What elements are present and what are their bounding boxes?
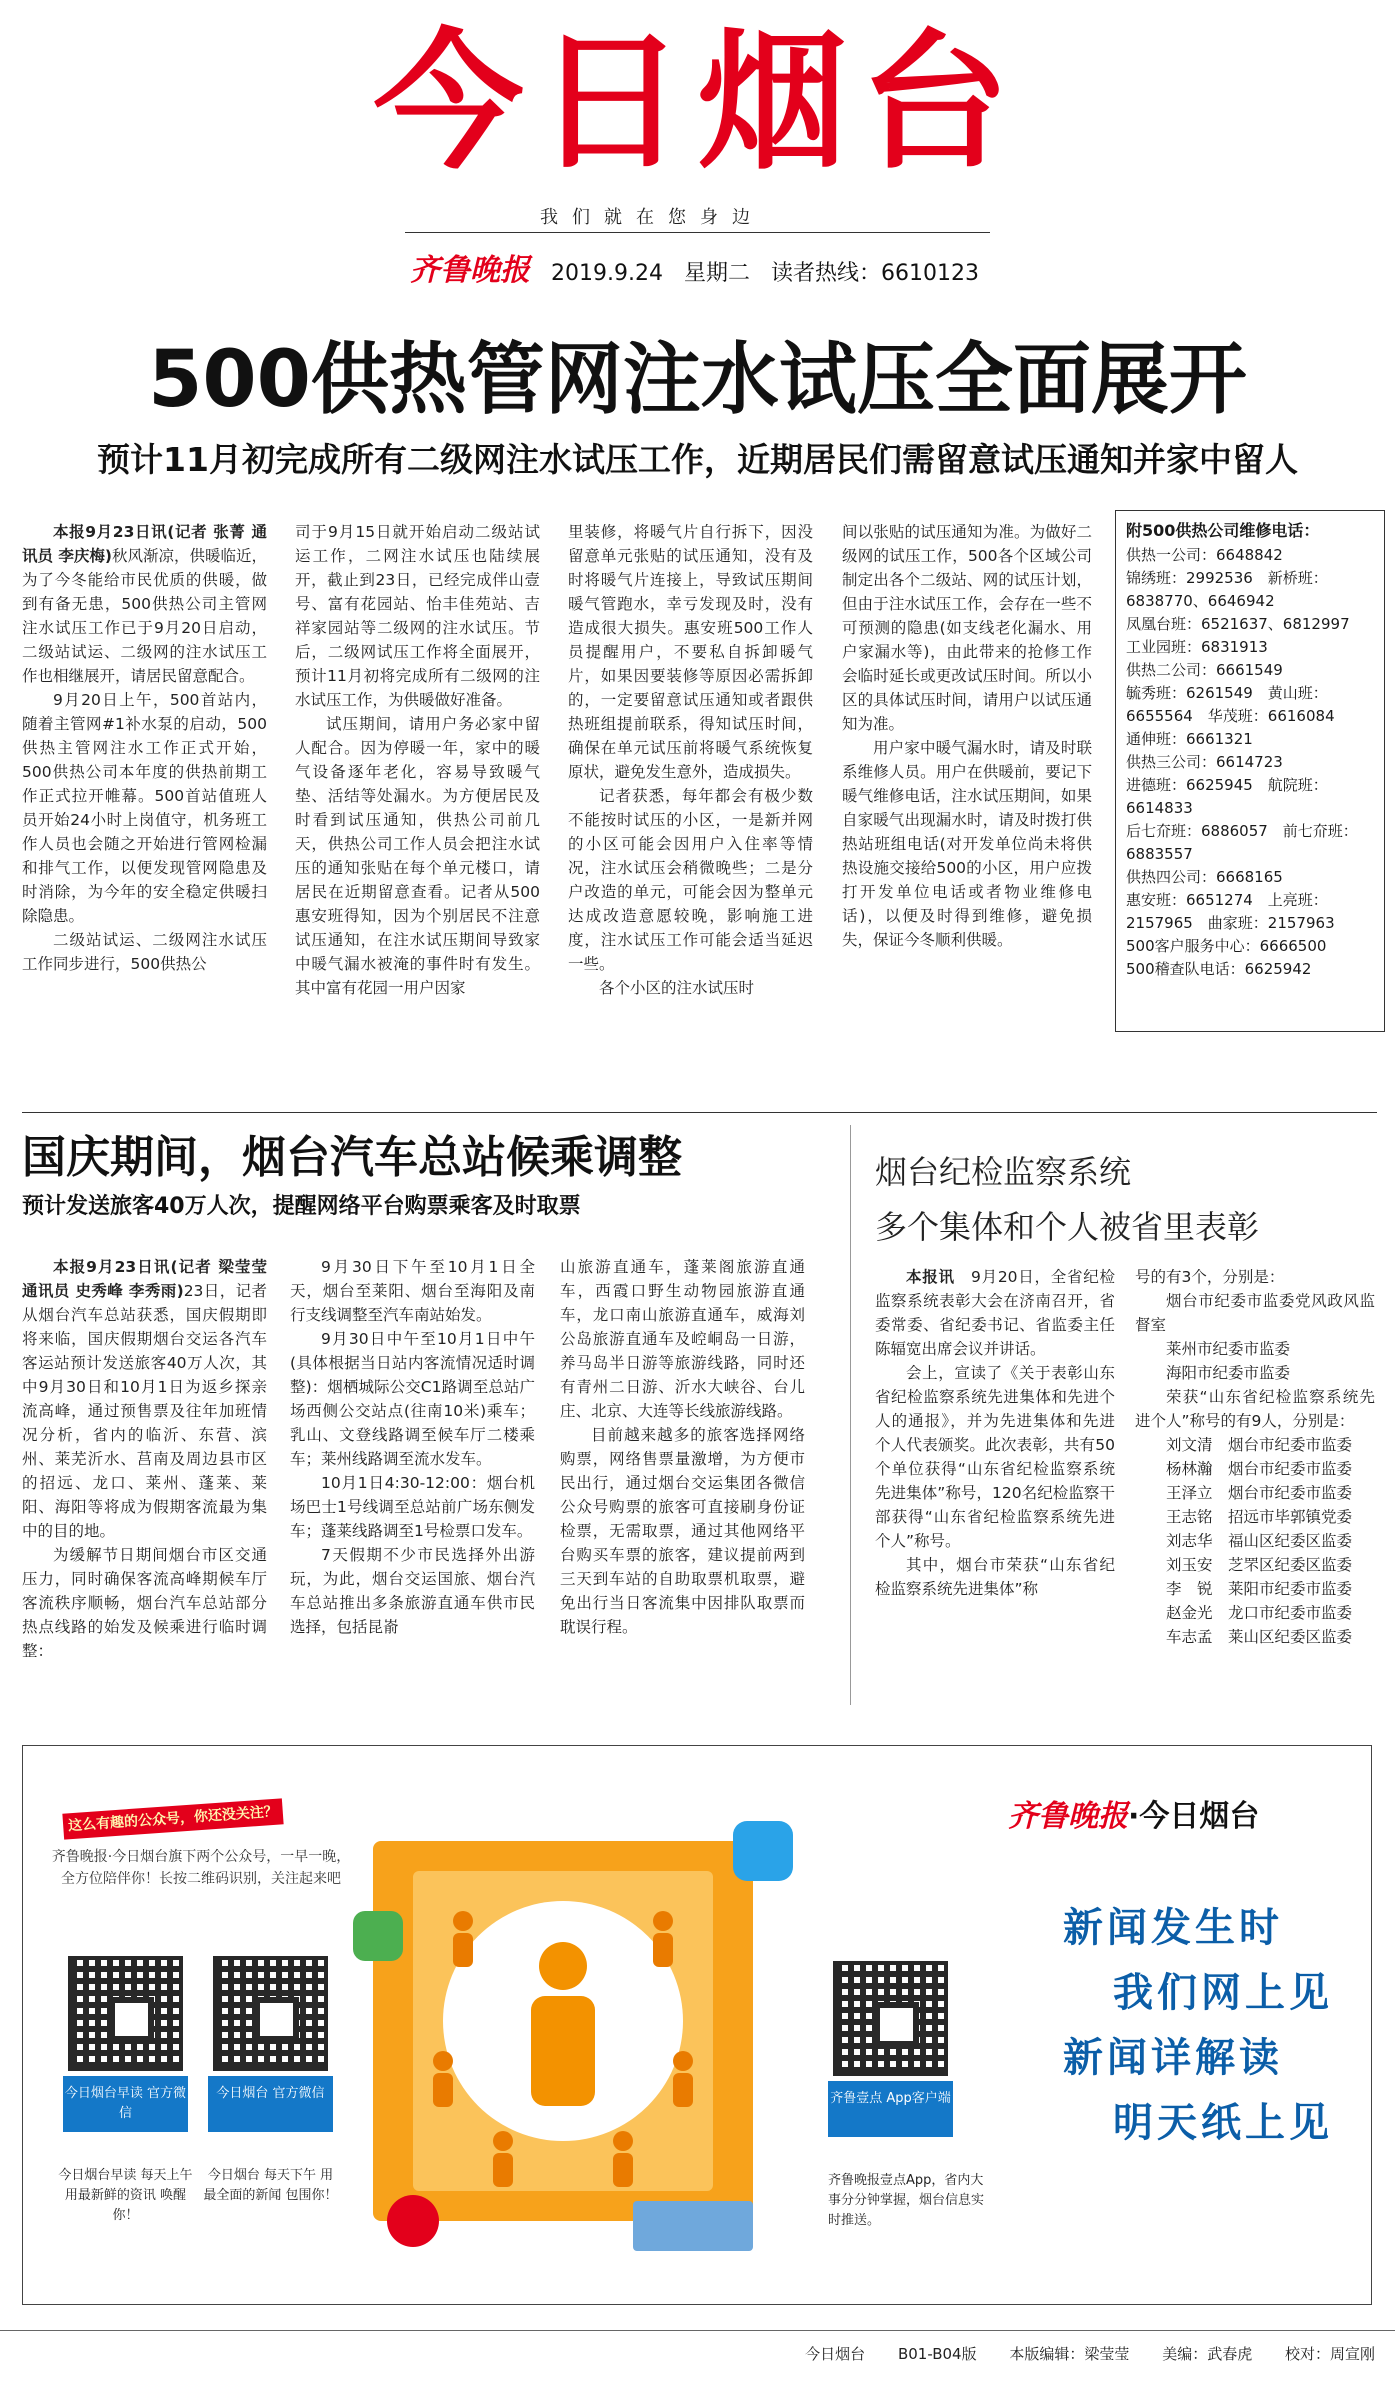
individual-item: 刘玉安 芝罘区纪委区监委 [1166, 1556, 1353, 1574]
section-divider [22, 1112, 1377, 1113]
paragraph: 9月30日中午至10月1日中午(具体根据当日站内客流情况适时调整)：烟栖城际公交C1路调至总站广场西侧公交站点(往南10米)乘车；乳山、文登线路调至候车厅二楼乘车；莱州线路调至流水发车。 [290, 1330, 535, 1468]
contact-line: 6614833 [1126, 799, 1193, 817]
qr-morning-caption: 今日烟台早读 每天上午 用最新鲜的资讯 唤醒你！ [58, 2168, 193, 2223]
paragraph: 会上，宣读了《关于表彰山东省纪检监察系统先进集体和先进个人的通报》，并为先进集体和先进个人代表颁奖。此次表彰，共有50个单位获得“山东省纪检监察系统先进集体”称号，120名纪检监察干部获得“山东省纪检监察系统先进个人”称号。 [875, 1364, 1115, 1550]
contact-line: 通伸班：6661321 [1126, 730, 1253, 748]
ad-illustration [353, 1801, 803, 2261]
contact-line: 供热一公司：6648842 [1126, 546, 1283, 564]
paragraph: 二级站试运、二级网注水试压工作同步进行，500供热公 [22, 931, 267, 973]
paragraph: 本报9月23日讯(记者 梁莹莹 通讯员 史秀峰 李秀雨)23日，记者从烟台汽车总站获悉，国庆假期即将来临，国庆假期烟台交运各汽车客运站预计发送旅客40万人次，其中9月30日和10月1日为返乡探亲流高峰，通过预售票及往年加班情况分析，省内的临沂、东营、滨州、莱芜沂水、莒南及周边县市区的招远、龙口、莱州、蓬莱、莱阳、海阳等将成为假期客流最为集中的目的地。 [22, 1258, 267, 1540]
contact-line: 6655564 华茂班：6616084 [1126, 707, 1335, 725]
column-divider [850, 1125, 851, 1705]
contact-line: 进德班：6625945 航院班： [1126, 776, 1328, 794]
paragraph: 试压期间，请用户务必家中留人配合。因为停暖一年，家中的暖气设备逐年老化，容易导致暖气垫、活结等处漏水。为方便居民及时看到试压通知，供热公司前几天，供热公司工作人员会把注水试压的通知张贴在每个单元楼口，请居民在近期留意查看。记者从500惠安班得知，因为个别居民不注意试压通知，在注水试压期间导致家中暖气漏水被淹的事件时有发生。其中富有花园一用户因家 [295, 715, 540, 997]
paragraph: 用户家中暖气漏水时，请及时联系维修人员。用户在供暖前，要记下暖气维修电话，注水试压期间，如果自家暖气出现漏水时，请及时拨打供热站班组电话(对开发单位尚未将供热设施交接给500的小区，用户应拨打开发单位电话或者物业维修电话)，以便及时得到维修，避免损失，保证今冬顺利供暖。 [842, 739, 1092, 949]
ad-slogan-line-2: 我们网上见 [1113, 1969, 1333, 2016]
collective-item: 莱州市纪委市监委 [1166, 1340, 1291, 1358]
reader-hotline: 读者热线：6610123 [770, 261, 979, 286]
issue-date: 2019.9.24 [551, 261, 663, 286]
contact-line: 供热四公司：6668165 [1126, 868, 1283, 886]
masthead-info-bar [410, 245, 979, 289]
lead-column-2 [295, 520, 540, 1040]
qr-code-morning[interactable] [68, 1956, 183, 2071]
paragraph: 山旅游直通车，蓬莱阁旅游直通车，西霞口野生动物园旅游直通车，龙口南山旅游直通车，威海刘公岛旅游直通车及崆峒岛一日游，养马岛半日游等旅游线路，同时还有青州二日游、沂水大峡谷、台儿庄、北京、大连等长线旅游线路。 [560, 1258, 805, 1420]
advertisement-panel [22, 1745, 1372, 2305]
paragraph: 为缓解节日期间烟台市区交通压力，同时确保客流高峰期候车厅客流秩序顺畅，烟台汽车总站部分热点线路的始发及候乘进行临时调整： [22, 1546, 267, 1660]
contact-line: 工业园班：6831913 [1126, 638, 1268, 656]
paragraph: 记者获悉，每年都会有极少数不能按时试压的小区，一是新并网的小区可能会因用户入住率等情况，注水试压会稍微晚些；二是分户改造的单元，可能会因为整单元达成改造意愿较晚，影响施工进度，注水试压工作可能会适当延迟一些。 [568, 787, 813, 973]
contact-line: 供热二公司：6661549 [1126, 661, 1283, 679]
contact-line: 后七夼班：6886057 前七夼班： [1126, 822, 1358, 840]
ad-slogan-line-1: 新闻发生时 [1063, 1904, 1283, 1951]
person-icon-head [539, 1942, 587, 1990]
paragraph: 荣获“山东省纪检监察系统先进个人”称号的有9人，分别是： [1135, 1388, 1375, 1430]
paragraph: 里装修，将暖气片自行拆下，因没留意单元张贴的试压通知，没有及时将暖气片连接上，导致试压期间暖气管跑水，幸亏发现及时，没有造成很大损失。惠安班500工作人员提醒用户，不要私自拆卸暖气片，如果因要装修等原因必需拆卸的，一定要留意试压通知或者跟供热班组提前联系，得知试压时间，确保在单元试压前将暖气系统恢复原状，避免发生意外，造成损失。 [568, 523, 813, 781]
ad-intro-text: 齐鲁晚报·今日烟台旗下两个公众号，一早一晚，全方位陪伴你！长按二维码识别，关注起来吧 [51, 1849, 351, 1887]
lead-column-1 [22, 520, 267, 1040]
paragraph: 本报讯 9月20日，全省纪检监察系统表彰大会在济南召开，省委常委、省纪委书记、省监委主任陈辐宽出席会议并讲话。 [875, 1268, 1115, 1358]
bus-column-1 [22, 1255, 267, 1705]
paragraph: 9月20日上午，500首站内，随着主管网#1补水泵的启动，500供热主管网注水工作正式开始，500供热公司本年度的供热前期工作正式拉开帷幕。500首站值班人员开始24小时上岗值守，机务班工作人员也会随之开始进行管网检漏和排气工作，以便发现管网隐患及时消除，为今年的安全稳定供暖扫除隐患。 [22, 691, 267, 925]
individual-item: 李 锐 莱阳市纪委市监委 [1166, 1580, 1353, 1598]
newspaper-brand: 齐鲁晚报 [410, 253, 530, 288]
weibo-app-icon [387, 2195, 439, 2247]
bus-column-3 [560, 1255, 805, 1705]
lead-column-4 [842, 520, 1092, 1040]
discipline-column-1 [875, 1265, 1115, 1705]
ad-brand-left: 齐鲁晚报 [1008, 1799, 1128, 1834]
discipline-column-2 [1135, 1265, 1375, 1705]
ad-slogan-line-3: 新闻详解读 [1063, 2034, 1283, 2081]
discipline-kicker: 烟台纪检监察系统 [875, 1153, 1132, 1191]
masthead-slogan: 我们就在您身边 [540, 207, 764, 228]
paragraph: 9月30日下午至10月1日全天，烟台至莱阳、烟台至海阳及南行支线调整至汽车南站始发。 [290, 1258, 535, 1324]
contacts-title: 附500供热公司维修电话： [1126, 521, 1320, 540]
contact-line: 凤凰台班：6521637、6812997 [1126, 615, 1350, 633]
lead-headline: 500供热管网注水试压全面展开 [148, 335, 1247, 425]
chat-app-icon [733, 1821, 793, 1881]
contact-line: 500稽查队电话：6625942 [1126, 960, 1312, 978]
lead-subheadline: 预计11月初完成所有二级网注水试压工作，近期居民们需留意试压通知并家中留人 [97, 440, 1298, 479]
newspaper-pile-icon [633, 2201, 753, 2251]
qr-evening-caption: 今日烟台 每天下午 用最全面的新闻 包围你！ [203, 2168, 338, 2203]
footer-rule [0, 2330, 1395, 2331]
footer-editor: 本版编辑：梁莹莹 [1009, 2345, 1130, 2363]
ad-brand [1008, 1791, 1259, 1835]
contact-line: 毓秀班：6261549 黄山班： [1126, 684, 1328, 702]
individual-item: 赵金光 龙口市纪委市监委 [1166, 1604, 1353, 1622]
paragraph: 目前越来越多的旅客选择网络购票，网络售票量激增，为方便市民出行，通过烟台交运集团各微信公众号购票的旅客可直接刷身份证检票，无需取票，通过其他网络平台购买车票的旅客，建议提前两到三天到车站的自助取票机取票，避免出行当日客流集中因排队取票而耽误行程。 [560, 1426, 805, 1636]
individual-item: 王志铭 招远市毕郭镇党委 [1166, 1508, 1353, 1526]
paragraph: 号的有3个，分别是： [1135, 1268, 1285, 1286]
ad-promo-banner: 这么有趣的公众号，你还没关注？ [62, 1798, 283, 1839]
masthead-title: 今日烟台 [373, 16, 1022, 190]
paragraph: 间以张贴的试压通知为准。为做好二级网的试压工作，500各个区域公司制定出各个二级站、网的试压计划，但由于注水试压工作，会存在一些不可预测的隐患(如支线老化漏水、用户家漏水等)，由此带来的抢修工作会临时延长或更改试压时间。所以小区的具体试压时间，请用户以试压通知为准。 [842, 523, 1092, 733]
issue-weekday: 星期二 [683, 261, 750, 286]
footer-proofreader: 校对：周宣刚 [1284, 2345, 1375, 2363]
bus-column-2 [290, 1255, 535, 1705]
contact-line: 供热三公司：6614723 [1126, 753, 1283, 771]
qr-evening-label: 今日烟台 官方微信 [208, 2076, 333, 2132]
footer-designer: 美编：武春虎 [1162, 2345, 1253, 2363]
ad-slogan-line-4: 明天纸上见 [1113, 2099, 1333, 2146]
paragraph: 各个小区的注水试压时 [599, 979, 755, 997]
ad-brand-right: ·今日烟台 [1128, 1799, 1260, 1834]
individual-item: 刘志华 福山区纪委区监委 [1166, 1532, 1353, 1550]
qr-app-label: 齐鲁壹点 App客户端 [828, 2081, 953, 2137]
individual-item: 王泽立 烟台市纪委市监委 [1166, 1484, 1353, 1502]
collective-item: 烟台市纪委市监委党风政风监督室 [1135, 1292, 1375, 1334]
paragraph: 其中，烟台市荣获“山东省纪检监察系统先进集体”称 [875, 1556, 1115, 1598]
qr-code-evening[interactable] [213, 1956, 328, 2071]
footer-credits [777, 2343, 1375, 2364]
paragraph: 10月1日4:30-12:00：烟台机场巴士1号线调至总站前广场东侧发车；蓬莱线路调至1号检票口发车。 [290, 1474, 535, 1540]
message-app-icon [353, 1911, 403, 1961]
footer-pages: B01-B04版 [897, 2345, 977, 2363]
discipline-headline: 多个集体和个人被省里表彰 [875, 1208, 1260, 1246]
paragraph: 7天假期不少市民选择外出游玩，为此，烟台交运国旅、烟台汽车总站推出多条旅游直通车供市民选择，包括昆嵛 [290, 1546, 535, 1636]
bus-subheadline: 预计发送旅客40万人次，提醒网络平台购票乘客及时取票 [22, 1194, 581, 1219]
masthead-divider [405, 232, 990, 233]
qr-morning-label: 今日烟台早读 官方微信 [63, 2076, 188, 2132]
repair-contacts-box [1115, 510, 1385, 1032]
contact-line: 6883557 [1126, 845, 1193, 863]
paragraph: 司于9月15日就开始启动二级站试运工作，二网注水试压也陆续展开，截止到23日，已经完成伴山壹号、富有花园站、怡丰佳苑站、吉祥家园站等二级网的注水试压。节后，二级网试压工作将全面展开，预计11月初将完成所有二级网的注水试压工作，为供暖做好准备。 [295, 523, 540, 709]
contact-line: 6838770、6646942 [1126, 592, 1275, 610]
qr-code-app[interactable] [833, 1961, 948, 2076]
individual-item: 车志孟 莱山区纪委区监委 [1166, 1628, 1353, 1646]
collective-item: 海阳市纪委市监委 [1166, 1364, 1291, 1382]
bus-headline: 国庆期间，烟台汽车总站候乘调整 [22, 1132, 682, 1183]
individual-item: 刘文清 烟台市纪委市监委 [1166, 1436, 1353, 1454]
person-icon-body [531, 1996, 595, 2106]
contact-line: 惠安班：6651274 上亮班： [1126, 891, 1328, 909]
lead-column-3 [568, 520, 813, 1040]
footer-paper: 今日烟台 [805, 2345, 866, 2363]
individual-item: 杨林瀚 烟台市纪委市监委 [1166, 1460, 1353, 1478]
contact-line: 2157965 曲家班：2157963 [1126, 914, 1335, 932]
paragraph: 本报9月23日讯(记者 张菁 通讯员 李庆梅)秋风渐凉，供暖临近，为了今冬能给市民优质的供暖，做到有备无患，500供热公司主管网注水试压工作已于9月20日启动，二级站试运、二级网的注水试压工作也相继展开，请居民留意配合。 [22, 523, 267, 685]
contact-line: 锦绣班：2992536 新桥班： [1126, 569, 1328, 587]
contact-line: 500客户服务中心：6666500 [1126, 937, 1327, 955]
qr-app-caption: 齐鲁晚报壹点App，省内大事分分钟掌握，烟台信息实时推送。 [828, 2173, 985, 2228]
